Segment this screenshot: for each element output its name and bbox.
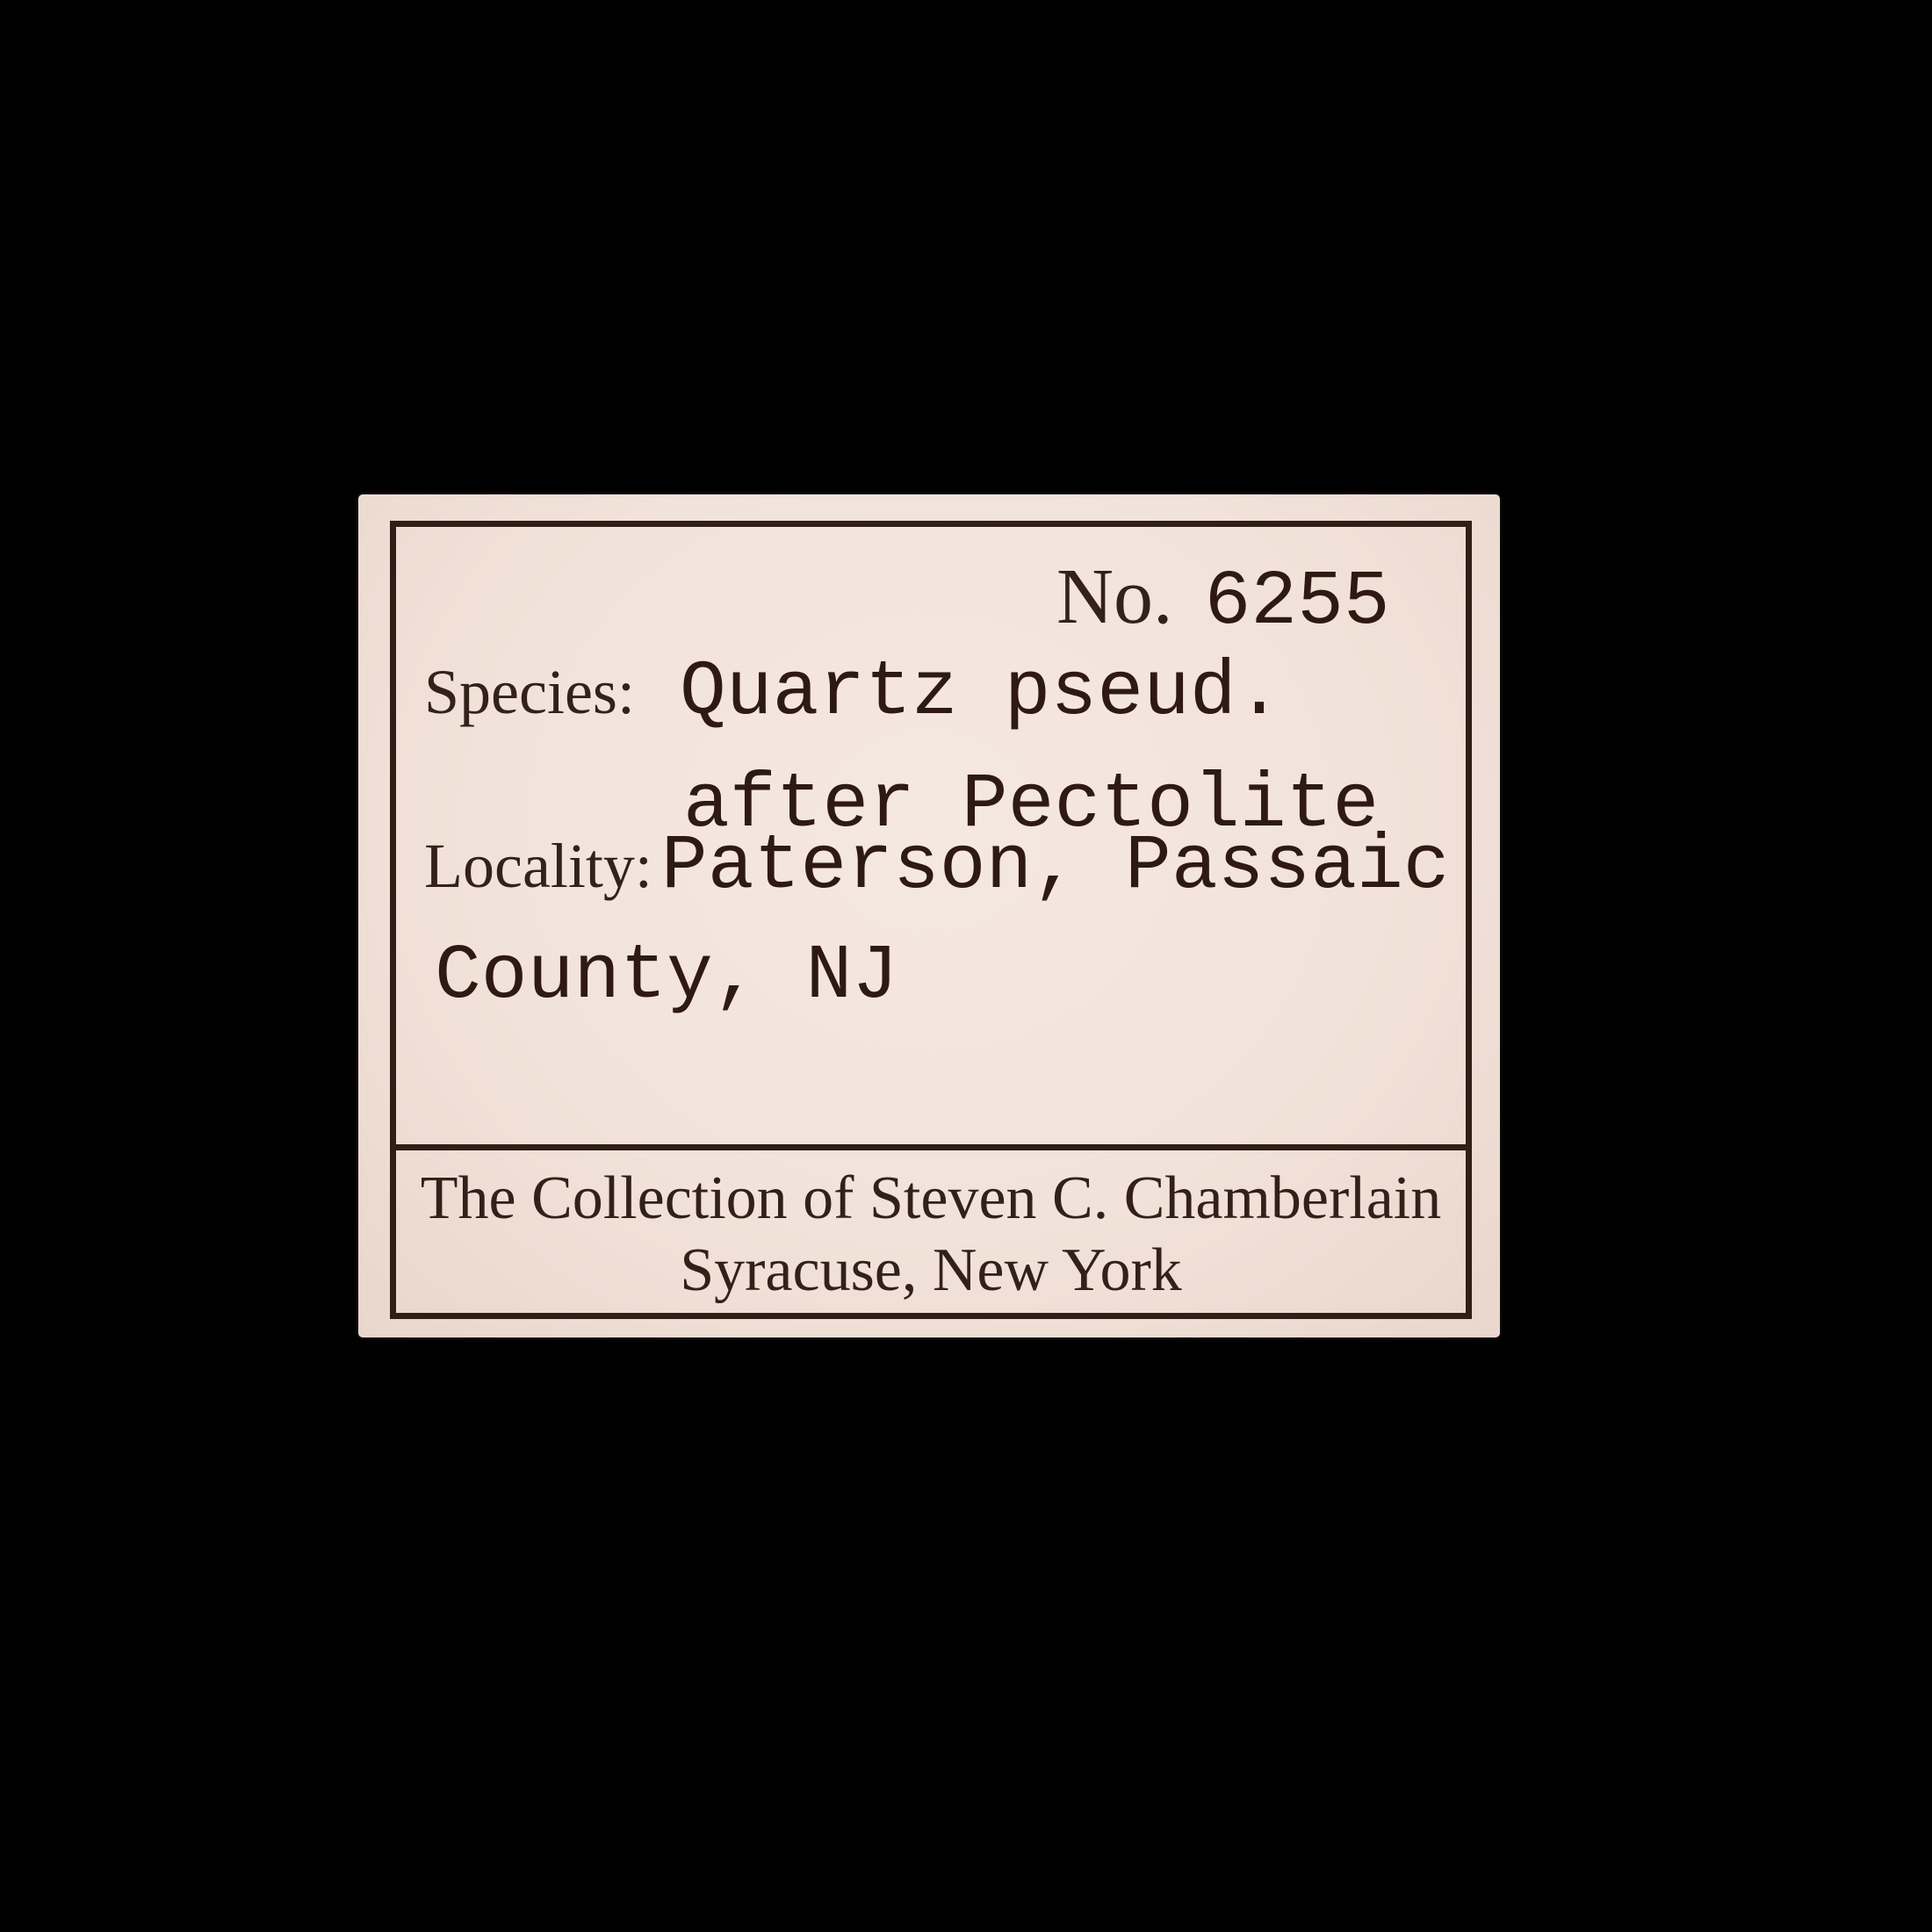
- specimen-label-card: [358, 494, 1500, 1337]
- collection-city-line: Syracuse, New York: [680, 1236, 1182, 1304]
- locality-label: Locality:: [424, 831, 652, 901]
- catalog-number-value: 6255: [1204, 559, 1390, 646]
- collection-owner-line: The Collection of Steven C. Chamberlain: [420, 1164, 1442, 1232]
- species-value-line2: after Pectolite: [683, 762, 1380, 849]
- species-line: [424, 650, 1283, 737]
- species-label: Species:: [424, 657, 635, 727]
- catalog-number-line: [1056, 553, 1390, 646]
- locality-line: [424, 824, 1450, 911]
- catalog-number-label: No.: [1056, 553, 1173, 640]
- locality-value-line2: County, NJ: [435, 934, 899, 1020]
- species-value-line1: Quartz pseud.: [679, 650, 1283, 737]
- footer-divider-line: [390, 1144, 1472, 1150]
- locality-value-line1: Paterson, Passaic: [660, 824, 1450, 911]
